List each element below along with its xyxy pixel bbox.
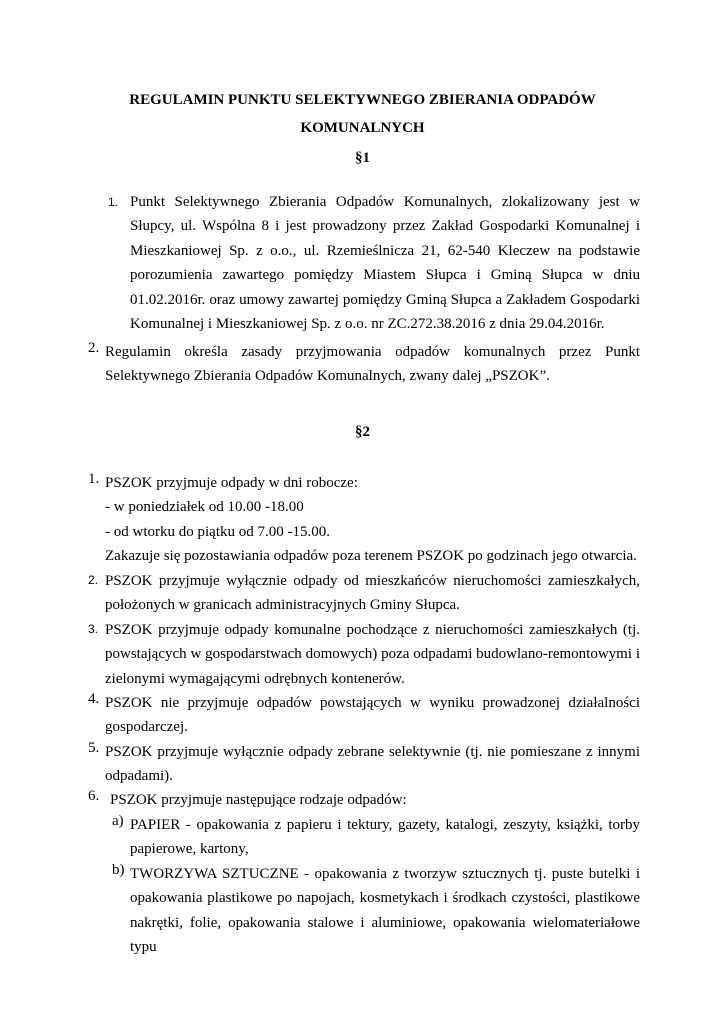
list-item bbox=[0, 569, 725, 618]
sub-item-text: TWORZYWA SZTUCZNE - opakowania z tworzyw sztucznych tj. puste butelki i opakowania plastikowe po napojach, kosmetykach i środkach czystości, plastikowe nakrętki, folie, opakowania stalowe i aluminiowe, opakowania wielomateriałowe typu bbox=[130, 866, 640, 956]
hours-block bbox=[105, 471, 645, 569]
sub-item-text: PAPIER - opakowania z papieru i tektury, gazety, katalogi, zeszyty, książki, torby papierowe, kartony, bbox=[130, 817, 640, 858]
section-heading-1: §1 bbox=[355, 150, 370, 166]
section-1-list bbox=[0, 190, 725, 397]
item-number: 2. bbox=[88, 573, 99, 587]
sub-item-letter: a) bbox=[112, 813, 124, 829]
item-text: PSZOK przyjmuje wyłącznie odpady od mieszkańców nieruchomości zamieszkałych, położonych w granicach administracyjnych Gminy Słupca. bbox=[105, 573, 640, 614]
item-number: 6. bbox=[88, 788, 100, 804]
item-number: 1. bbox=[88, 471, 100, 487]
item-number: 2. bbox=[88, 340, 100, 356]
list-item bbox=[0, 788, 725, 956]
sub-item-letter: b) bbox=[112, 862, 125, 878]
list-item bbox=[0, 740, 725, 788]
section-2-list bbox=[0, 471, 725, 956]
item-text: Regulamin określa zasady przyjmowania odpadów komunalnych przez Punkt Selektywnego Zbierania Odpadów Komunalnych, zwany dalej „PSZOK”. bbox=[105, 344, 640, 385]
hours-line: PSZOK przyjmuje odpady w dni robocze: bbox=[105, 475, 358, 491]
item-text: PSZOK przyjmuje następujące rodzaje odpadów: bbox=[110, 792, 407, 808]
item-text: PSZOK przyjmuje odpady komunalne pochodzące z nieruchomości zamieszkałych (tj. powstających w gospodarstwach domowych) poza odpadami budowlano-remontowymi i zielonymi wymagającymi odrębnych kontenerów. bbox=[105, 622, 640, 687]
section-heading-2: §2 bbox=[355, 424, 370, 440]
item-number: 3. bbox=[88, 622, 99, 636]
document-title bbox=[0, 86, 725, 142]
item-text: PSZOK przyjmuje wyłącznie odpady zebrane selektywnie (tj. nie pomieszane z innymi odpadami). bbox=[105, 744, 640, 785]
list-item bbox=[0, 471, 725, 569]
hours-line: Zakazuje się pozostawiania odpadów poza terenem PSZOK po godzinach jego otwarcia. bbox=[105, 548, 637, 565]
list-item bbox=[0, 618, 725, 691]
item-number: 5. bbox=[88, 740, 100, 756]
item-text: PSZOK nie przyjmuje odpadów powstających w wyniku prowadzonej działalności gospodarczej. bbox=[105, 695, 640, 736]
list-item bbox=[0, 337, 725, 397]
item-number: 4. bbox=[88, 691, 100, 707]
title-text: REGULAMIN PUNKTU SELEKTYWNEGO ZBIERANIA ODPADÓW KOMUNALNYCH bbox=[129, 92, 596, 136]
list-item bbox=[0, 190, 725, 337]
list-item bbox=[0, 691, 725, 740]
item-number: 1. bbox=[108, 195, 119, 209]
hours-line: - od wtorku do piątku od 7.00 -15.00. bbox=[105, 523, 330, 540]
item-text: Punkt Selektywnego Zbierania Odpadów Komunalnych, zlokalizowany jest w Słupcy, ul. Wspólna 8 i jest prowadzony przez Zakład Gospodarki Komunalnej i Mieszkaniowej Sp. z o.o., ul. Rzemieślnicza 21, 62-540 Kleczew na podstawie porozumienia zawartego pomiędzy Miastem Słupca i Gminą Słupca w dniu 01.02.2016r. oraz umowy zawartej pomiędzy Gminą Słupca a Zakładem Gospodarki Komunalnej i Mieszkaniowej Sp. z o.o. nr ZC.272.38.2016 z dnia 29.04.2016r. bbox=[130, 194, 640, 333]
hours-line: - w poniedziałek od 10.00 -18.00 bbox=[105, 499, 304, 516]
